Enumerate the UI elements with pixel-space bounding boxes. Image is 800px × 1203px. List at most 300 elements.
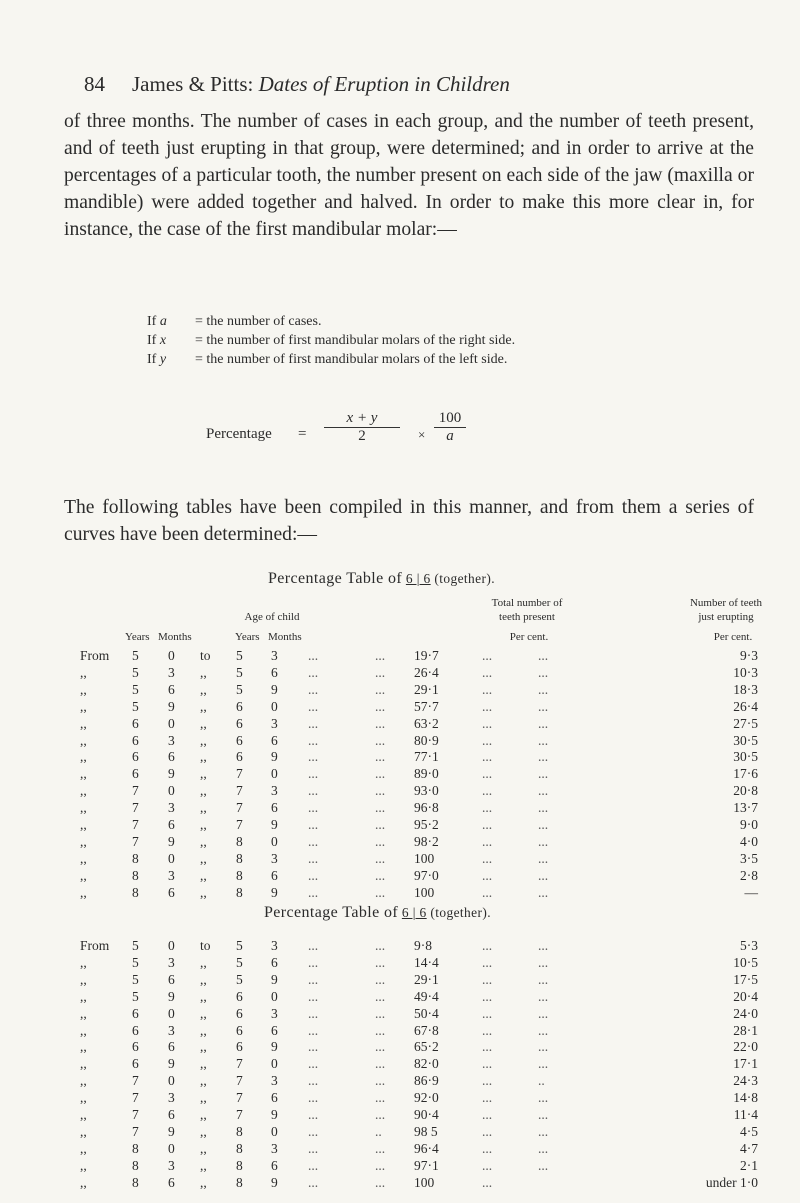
cell-m1: 3 — [168, 800, 175, 816]
cell-d2: ... — [375, 954, 386, 970]
cell-y1: 8 — [132, 1157, 139, 1173]
cell-y1: 6 — [132, 766, 139, 782]
cell-d1: ... — [308, 664, 319, 680]
table2-row — [80, 972, 800, 990]
cell-y2: 6 — [236, 749, 243, 765]
cell-d1: ... — [308, 715, 319, 731]
cell-total: 90·4 — [414, 1107, 439, 1122]
table2-row — [80, 1006, 800, 1024]
cell-from: ,, — [80, 715, 87, 731]
cell-m1: 3 — [168, 867, 175, 883]
cell-from: ,, — [80, 1123, 87, 1139]
cell-m1: 0 — [168, 1140, 175, 1156]
cell-from: ,, — [80, 1174, 87, 1190]
cell-m2: 3 — [271, 715, 278, 731]
cell-d3: ... — [482, 664, 493, 680]
cell-d3: ... — [482, 1039, 493, 1055]
table2-row — [80, 1039, 800, 1057]
cell-pct: — — [744, 884, 758, 900]
cell-d2: ... — [375, 648, 386, 663]
cell-d1: ... — [308, 1123, 319, 1139]
formula-label: Percentage — [206, 426, 272, 442]
cell-pct: 18·3 — [733, 681, 758, 697]
cell-to: ,, — [200, 867, 207, 883]
cell-pct: 11·4 — [733, 1107, 758, 1122]
cell-d3: ... — [482, 1005, 493, 1021]
cell-pct: 30·5 — [733, 749, 758, 765]
cell-to: to — [200, 938, 211, 953]
cell-d1: ... — [308, 1090, 319, 1106]
cell-m2: 9 — [271, 1107, 278, 1122]
cell-y2: 8 — [236, 867, 243, 883]
cell-m2: 0 — [271, 833, 278, 849]
cell-to: ,, — [200, 1107, 207, 1122]
cell-d3: ... — [482, 867, 493, 883]
tables-intro-paragraph: The following tables have been compiled in this manner, and from them a series of curves have been determined:— — [64, 497, 754, 545]
col-years-from: Years — [125, 631, 150, 643]
cell-y1: 7 — [132, 783, 139, 799]
cell-y1: 5 — [132, 648, 139, 663]
cell-y1: 7 — [132, 1073, 139, 1089]
cell-from: ,, — [80, 698, 87, 714]
table2-row — [80, 1073, 800, 1091]
table2-row — [80, 1056, 800, 1074]
cell-m1: 3 — [168, 664, 175, 680]
cell-d2: ... — [375, 817, 386, 832]
table1-caption: Percentage Table of 6 | 6 (together). — [268, 570, 495, 587]
cell-d1: ... — [308, 1039, 319, 1055]
cell-y1: 7 — [132, 833, 139, 849]
table2-caption: Percentage Table of 6 | 6 (together). — [264, 904, 491, 921]
fraction-percent — [434, 410, 466, 445]
cell-pct: 26·4 — [733, 698, 758, 714]
cell-d2: ... — [375, 1174, 386, 1190]
cell-d4: ... — [538, 833, 549, 849]
table1-row — [80, 749, 800, 767]
cell-pct: 27·5 — [733, 715, 758, 731]
cell-y1: 6 — [132, 715, 139, 731]
definitions — [147, 312, 515, 369]
table1-row — [80, 868, 800, 886]
cell-m2: 9 — [271, 971, 278, 987]
cell-d2: ... — [375, 698, 386, 714]
cell-y1: 5 — [132, 971, 139, 987]
cell-y2: 8 — [236, 833, 243, 849]
cell-d1: ... — [308, 766, 319, 782]
cell-d1: ... — [308, 938, 319, 953]
table1-row — [80, 665, 800, 683]
cell-d4: ... — [538, 1056, 549, 1072]
cell-to: ,, — [200, 988, 207, 1004]
cell-d1: ... — [308, 867, 319, 883]
cell-to: ,, — [200, 681, 207, 697]
cell-from: ,, — [80, 1022, 87, 1038]
cell-d3: ... — [482, 988, 493, 1004]
cell-d2: ... — [375, 833, 386, 849]
cell-y1: 6 — [132, 1005, 139, 1021]
cell-total: 100 — [414, 850, 435, 866]
cell-d2: .. — [375, 1123, 382, 1139]
cell-d3: ... — [482, 938, 493, 953]
cell-d4: ... — [538, 817, 549, 832]
cell-to: ,, — [200, 1005, 207, 1021]
table2-row — [80, 989, 800, 1007]
cell-pct: 30·5 — [733, 732, 758, 748]
col-total-unit: Per cent. — [509, 631, 549, 643]
cell-y1: 6 — [132, 749, 139, 765]
cell-m1: 3 — [168, 1022, 175, 1038]
cell-m2: 9 — [271, 1174, 278, 1190]
cell-m2: 3 — [271, 648, 278, 663]
col-erupting-unit: Per cent. — [713, 631, 753, 643]
cell-m2: 9 — [271, 749, 278, 765]
cell-pct: 2·1 — [740, 1157, 758, 1173]
cell-m2: 6 — [271, 954, 278, 970]
cell-y2: 8 — [236, 1174, 243, 1190]
cell-y2: 5 — [236, 648, 243, 663]
cell-d1: ... — [308, 783, 319, 799]
cell-d3: ... — [482, 1123, 493, 1139]
cell-d2: ... — [375, 884, 386, 900]
cell-d2: ... — [375, 1022, 386, 1038]
cell-pct: 9·0 — [740, 817, 758, 832]
cell-from: ,, — [80, 681, 87, 697]
table2-row — [80, 1175, 800, 1193]
cell-d1: ... — [308, 833, 319, 849]
cell-d2: ... — [375, 988, 386, 1004]
table1-row — [80, 851, 800, 869]
cell-y1: 5 — [132, 954, 139, 970]
cell-d4: ... — [538, 850, 549, 866]
cell-d3: ... — [482, 681, 493, 697]
cell-m2: 3 — [271, 1073, 278, 1089]
cell-to: ,, — [200, 1022, 207, 1038]
cell-y2: 5 — [236, 938, 243, 953]
table1-row — [80, 716, 800, 734]
cell-m2: 6 — [271, 800, 278, 816]
cell-pct: 28·1 — [733, 1022, 758, 1038]
cell-m1: 9 — [168, 1056, 175, 1072]
cell-d2: ... — [375, 664, 386, 680]
cell-d3: ... — [482, 833, 493, 849]
cell-total: 97·1 — [414, 1157, 439, 1173]
cell-m2: 3 — [271, 783, 278, 799]
cell-m1: 9 — [168, 833, 175, 849]
cell-m2: 0 — [271, 988, 278, 1004]
cell-d2: ... — [375, 938, 386, 953]
cell-from: ,, — [80, 954, 87, 970]
cell-from: ,, — [80, 1107, 87, 1122]
cell-y2: 8 — [236, 1157, 243, 1173]
cell-m2: 9 — [271, 884, 278, 900]
intro-paragraph: of three months. The number of cases in each group, and the number of teeth present, and of teeth just erupting in that group, were determined; and in order to arrive at the percentages of a particular tooth, the number present on each side of the jaw (maxilla or mandible) were added together and halved. In order to make this more clear in, for instance, the case of the first mandibular molar:— — [64, 111, 754, 240]
cell-d4: ... — [538, 715, 549, 731]
cell-total: 96·8 — [414, 800, 439, 816]
col-age-of-child: Age of child — [244, 611, 300, 623]
cell-to: ,, — [200, 1056, 207, 1072]
table2-row — [80, 1023, 800, 1041]
cell-y2: 7 — [236, 783, 243, 799]
cell-d2: ... — [375, 766, 386, 782]
cell-pct: 2·8 — [740, 867, 758, 883]
cell-d1: ... — [308, 1107, 319, 1122]
cell-d1: ... — [308, 884, 319, 900]
cell-d1: ... — [308, 1140, 319, 1156]
cell-d3: ... — [482, 971, 493, 987]
cell-total: 26·4 — [414, 664, 439, 680]
cell-m2: 6 — [271, 1090, 278, 1106]
cell-m1: 0 — [168, 850, 175, 866]
cell-d3: ... — [482, 850, 493, 866]
cell-d2: ... — [375, 1157, 386, 1173]
cell-m1: 9 — [168, 1123, 175, 1139]
cell-y2: 6 — [236, 732, 243, 748]
cell-from: ,, — [80, 817, 87, 832]
cell-from: ,, — [80, 971, 87, 987]
cell-d3: ... — [482, 1174, 493, 1190]
cell-d4: ... — [538, 681, 549, 697]
cell-m1: 6 — [168, 749, 175, 765]
cell-m1: 6 — [168, 1174, 175, 1190]
cell-y2: 6 — [236, 1039, 243, 1055]
fraction-percent-denominator: a — [446, 428, 454, 444]
cell-from: ,, — [80, 664, 87, 680]
table2-row — [80, 1158, 800, 1176]
cell-d1: ... — [308, 988, 319, 1004]
col-years-to: Years — [235, 631, 260, 643]
cell-y1: 6 — [132, 1056, 139, 1072]
cell-to: ,, — [200, 1090, 207, 1106]
cell-m1: 0 — [168, 648, 175, 663]
cell-m1: 9 — [168, 988, 175, 1004]
table2-row — [80, 1090, 800, 1108]
cell-to: ,, — [200, 884, 207, 900]
cell-m1: 6 — [168, 817, 175, 832]
cell-d4: ... — [538, 1005, 549, 1021]
cell-to: ,, — [200, 1039, 207, 1055]
cell-to: ,, — [200, 800, 207, 816]
cell-pct: 20·8 — [733, 783, 758, 799]
cell-to: ,, — [200, 664, 207, 680]
cell-pct: under 1·0 — [705, 1174, 758, 1190]
cell-m2: 6 — [271, 732, 278, 748]
cell-d1: ... — [308, 850, 319, 866]
table1-row — [80, 834, 800, 852]
cell-d4: ... — [538, 1039, 549, 1055]
cell-y2: 7 — [236, 1090, 243, 1106]
cell-pct: 22·0 — [733, 1039, 758, 1055]
cell-d3: ... — [482, 1056, 493, 1072]
cell-d1: ... — [308, 1022, 319, 1038]
cell-y1: 8 — [132, 1174, 139, 1190]
cell-d1: ... — [308, 1073, 319, 1089]
cell-d2: ... — [375, 732, 386, 748]
cell-m1: 3 — [168, 954, 175, 970]
cell-total: 89·0 — [414, 766, 439, 782]
cell-y1: 8 — [132, 850, 139, 866]
cell-d2: ... — [375, 1056, 386, 1072]
cell-total: 92·0 — [414, 1090, 439, 1106]
cell-y1: 5 — [132, 664, 139, 680]
cell-y2: 8 — [236, 1123, 243, 1139]
cell-d3: ... — [482, 732, 493, 748]
cell-y2: 7 — [236, 817, 243, 832]
cell-pct: 24·0 — [733, 1005, 758, 1021]
definition-y: If y = the number of first mandibular molars of the left side. — [147, 352, 508, 367]
table1-row — [80, 648, 800, 666]
cell-d3: ... — [482, 1022, 493, 1038]
cell-pct: 14·8 — [733, 1090, 758, 1106]
cell-d3: ... — [482, 1140, 493, 1156]
cell-m1: 3 — [168, 1157, 175, 1173]
cell-d4: ... — [538, 988, 549, 1004]
cell-total: 86·9 — [414, 1073, 439, 1089]
cell-d4: .. — [538, 1073, 545, 1089]
percentage-formula — [206, 406, 486, 466]
cell-d3: ... — [482, 800, 493, 816]
cell-y1: 6 — [132, 1039, 139, 1055]
cell-y2: 7 — [236, 1056, 243, 1072]
cell-m2: 0 — [271, 698, 278, 714]
cell-pct: 3·5 — [740, 850, 758, 866]
cell-y2: 8 — [236, 884, 243, 900]
col-erupting-teeth: Number of teeth just erupting — [689, 597, 763, 623]
cell-total: 14·4 — [414, 954, 439, 970]
cell-d4: ... — [538, 732, 549, 748]
cell-d4: ... — [538, 867, 549, 883]
cell-to: ,, — [200, 1123, 207, 1139]
cell-m2: 6 — [271, 1022, 278, 1038]
cell-d3: ... — [482, 766, 493, 782]
cell-to: ,, — [200, 698, 207, 714]
cell-d1: ... — [308, 698, 319, 714]
cell-d1: ... — [308, 1056, 319, 1072]
cell-d1: ... — [308, 971, 319, 987]
table2-row — [80, 955, 800, 973]
cell-d1: ... — [308, 1157, 319, 1173]
cell-d3: ... — [482, 715, 493, 731]
cell-m1: 6 — [168, 884, 175, 900]
cell-y1: 7 — [132, 1090, 139, 1106]
cell-from: ,, — [80, 1056, 87, 1072]
cell-m1: 9 — [168, 698, 175, 714]
cell-total: 29·1 — [414, 681, 439, 697]
cell-d2: ... — [375, 971, 386, 987]
fraction-sum-numerator: x + y — [324, 410, 400, 428]
cell-d4: ... — [538, 1140, 549, 1156]
cell-m1: 0 — [168, 715, 175, 731]
cell-d2: ... — [375, 1039, 386, 1055]
cell-pct: 24·3 — [733, 1073, 758, 1089]
cell-d4: ... — [538, 698, 549, 714]
cell-y2: 7 — [236, 1073, 243, 1089]
cell-to: ,, — [200, 749, 207, 765]
cell-d4: ... — [538, 648, 549, 663]
cell-total: 63·2 — [414, 715, 439, 731]
cell-d4: ... — [538, 884, 549, 900]
cell-from: ,, — [80, 1005, 87, 1021]
cell-to: ,, — [200, 1174, 207, 1190]
cell-m2: 3 — [271, 850, 278, 866]
cell-d4: ... — [538, 1157, 549, 1173]
cell-total: 67·8 — [414, 1022, 439, 1038]
cell-d2: ... — [375, 800, 386, 816]
cell-total: 98·2 — [414, 833, 439, 849]
cell-from: ,, — [80, 766, 87, 782]
fraction-sum — [324, 410, 400, 445]
cell-d3: ... — [482, 648, 493, 663]
cell-from: ,, — [80, 1039, 87, 1055]
cell-total: 97·0 — [414, 867, 439, 883]
cell-m2: 9 — [271, 1039, 278, 1055]
cell-from: ,, — [80, 850, 87, 866]
cell-y2: 6 — [236, 1022, 243, 1038]
cell-d4: ... — [538, 1090, 549, 1106]
table2-row — [80, 938, 800, 956]
cell-d1: ... — [308, 732, 319, 748]
cell-y2: 7 — [236, 766, 243, 782]
cell-pct: 10·5 — [733, 954, 758, 970]
cell-from: From — [80, 648, 110, 663]
cell-from: ,, — [80, 1073, 87, 1089]
cell-y2: 5 — [236, 954, 243, 970]
cell-to: ,, — [200, 715, 207, 731]
cell-pct: 4·7 — [740, 1140, 758, 1156]
cell-d3: ... — [482, 954, 493, 970]
cell-from: ,, — [80, 988, 87, 1004]
formula-equals: = — [298, 426, 307, 442]
cell-d2: ... — [375, 1090, 386, 1106]
table1-row — [80, 800, 800, 818]
cell-to: ,, — [200, 954, 207, 970]
col-months-to: Months — [268, 631, 302, 643]
header-authors: James & Pitts — [132, 72, 248, 96]
table2-row — [80, 1124, 800, 1142]
cell-m1: 0 — [168, 1073, 175, 1089]
cell-d2: ... — [375, 1107, 386, 1122]
cell-y1: 7 — [132, 1107, 139, 1122]
running-header — [84, 72, 760, 102]
cell-y2: 7 — [236, 800, 243, 816]
table1-row — [80, 699, 800, 717]
cell-d4: ... — [538, 766, 549, 782]
cell-m1: 0 — [168, 783, 175, 799]
cell-total: 65·2 — [414, 1039, 439, 1055]
cell-m1: 0 — [168, 938, 175, 953]
table1-row — [80, 733, 800, 751]
cell-d1: ... — [308, 817, 319, 832]
cell-pct: 17·1 — [733, 1056, 758, 1072]
cell-to: ,, — [200, 1157, 207, 1173]
cell-y1: 5 — [132, 681, 139, 697]
cell-to: to — [200, 648, 211, 663]
cell-m1: 6 — [168, 1107, 175, 1122]
cell-d1: ... — [308, 800, 319, 816]
fraction-percent-numerator: 100 — [434, 410, 466, 428]
cell-m1: 6 — [168, 681, 175, 697]
cell-m1: 0 — [168, 1005, 175, 1021]
cell-d1: ... — [308, 681, 319, 697]
table1-row — [80, 817, 800, 835]
cell-y2: 5 — [236, 664, 243, 680]
cell-total: 82·0 — [414, 1056, 439, 1072]
cell-m2: 3 — [271, 1140, 278, 1156]
cell-to: ,, — [200, 766, 207, 782]
cell-pct: 5·3 — [740, 938, 758, 953]
cell-to: ,, — [200, 783, 207, 799]
fraction-sum-denominator: 2 — [358, 428, 366, 444]
cell-y1: 8 — [132, 867, 139, 883]
